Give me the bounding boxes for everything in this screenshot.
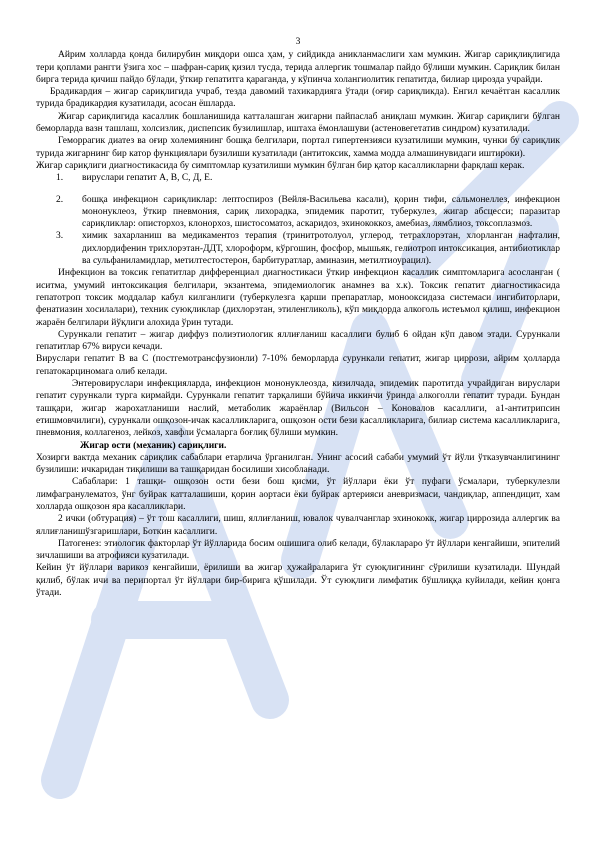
paragraph: Патогенез: этиологик факторлар ўт йўлларида босим ошишига олиб келади, бўлакларaро ўт йўллари кенгайиши, эпителий зичлашиши ва атрофияси кузатилади. [36, 538, 560, 562]
paragraph: Геморрагик диатез ва оғир холемиянинг бошқа белгилари, портал гипертензияси кузатилиши мумкин, чунки бу сариқлик турида жигарнинг бир катор функциялари бузилиши кузатилади (антитоксик, хамма модда алмашинувидаги иштироки). [36, 136, 560, 159]
list-item-number: 1. [56, 173, 64, 184]
paragraph: Жигар сариқлиги диагностикасида бу симптомлар кузатилиши мумкин бўлган бир қатор касалликларни фарқлаш керак. [36, 160, 525, 171]
paragraph: Энтеровируслари инфекцияларда, инфекцион мононуклеозда, кизилчада, эпидемик паротитда учрайдиган вируслари гепатит сурункали турга кирмайди. Сурункали гепатит тарқалиши бўйича иккинчи ўринда алкоголли гепатит туради. Бундан ташқари, жигар жарохатланиши наслий, метаболик жараёнлар (Вильсон – Коновалов касаллиги, а1-антитрипсин етишмовчилиги), сурункали ошқозон-ичак касалликларига, ошқозон ости бези касалликларига, билиар система касалликларига, пневмония, коллагеноз, лейкоз, хавфли ўсмаларга боғлиқ бўлиши мумкин. [36, 379, 560, 439]
paragraph: Кейин ўт йўллари варикоз кенгайиши, ёрилиши ва жигар ҳужайраларига ўт суюқлигининг сўрилиши кузатилади. Шундай қилиб, бўлак ичи ва перипортал ўт йўллари бир-бирига қўшилади. Ўт суюқлиги лимфатик бўшлиққа куйилади, кейин қонга ўтади. [36, 563, 560, 599]
paragraph: 2 ички (обтурация) – ўт тош касаллиги, шиш, яллиғланиш, ювалок чувалчанглар эхинококк, жигар циррозида аллергик ва яллиғланишўзгаришлари, Боткин касаллиги. [36, 514, 560, 537]
list-item-text: химик захарланиш ва медикаментоз терапия (тринитротолуол, углерод, тетрахлорэтан, хлорланган нафталин, дихлордифенин трихлорэтан-ДДТ, хлороформ, кўргошин, фосфор, мышьяк, гелиотроп интоксикация, антибиотиклар ва сульфаниламидлар, метилтестостерон, барбитуратлар, аминазин, метилтиоурацил). [82, 231, 560, 267]
paragraph: Сурункали гепатит – жигар диффуз полиэтиологик яллиғланиш касаллиги булиб 6 ойдан кўп давом этади. Сурункали гепатитлар 67% вируси кечади. [36, 329, 560, 353]
document-page [36, 36, 560, 599]
list-item [36, 194, 560, 231]
paragraph: Вируслари гепатит В ва С (постгемотрансфузионли) 7-10% беморларда сурункали гепатит, жигар циррози, айрим ҳолларда гепатокарциномага олиб келади. [36, 354, 560, 377]
list-item-number: 2. [56, 194, 64, 205]
paragraph: Сабаблари: 1 ташқи- ошқозон ости бези бош қисми, ўт йўллари ёки ўт пуфаги ўсмалари, туберкулезли лимфагранулематоз, ўнг буйрак катталашиши, қорин аортаси ёки буйрак артерияси аневризмаси, чандиқлар, аппендицит, хам холларда ошқозон яра касалликлари. [36, 477, 560, 512]
list-item [36, 172, 560, 184]
list-item-text: бошқа инфекцион сариқликлар: лептоспироз (Вейля-Васильева касали), қорин тифи, сальмонеллез, инфекцион мононуклеоз, ўткир пневмония, сариқ лихорадка, эпидемик паротит, туберкулез, жигар абсцесси; паразитар сариқликлар: описторхоз, клонорхоз, шистосоматоз, аскаридоз, эхинококкоз, амебиаз, лямблиоз, токсоплазмоз. [82, 194, 560, 230]
paragraph: Хозирги вактда механик сариқлик сабаблари етарлича ўрганилган. Унинг асосий сабаби умумий ўт йўли ўтказувчанлигининг бузилиши: ичкаридан тиқилиши ва ташқаридан босилиши хисобланади. [36, 452, 560, 476]
list-item [36, 230, 560, 267]
causes-list [36, 172, 560, 267]
paragraph: Айрим холларда қонда билирубин миқдори ошса ҳам, у сийдикда аникланмаслиги хам мумкин. Жигар сариқлиқлигида тери қоплами рангги ўзига хос – шафран-сариқ қизил тусда, терида аллергик тошмалар пайдо бўлиши мумкин. Сариқлик билан бирга терида қичиш пайдо бўлади, ўткир гепатитга қараганда, у кўпинча холангиолитик гепатитда, билиар цирозда учрайди. [36, 50, 560, 85]
list-item-text: вируслари гепатит А, В, С, Д, Е. [82, 173, 213, 184]
paragraph: Брадикардия – жигар сариқлигида учраб, тезда давомий тахикардияга ўтади (оғир сариқликда). Енгил кечаётган касаллик турида брадикардия кузатилади, асосан ёшларда. [36, 87, 560, 110]
paragraph: Инфекцион ва токсик гепатитлар дифференциал диагностикаси ўткир инфекцион касаллик симптомларига асосланган ( иситма, умумий интоксикация белгилари, экзантема, эпидемиологик анамнез ва х.к). Токсик гепатит диагностикасида гепатотроп токсик моддалар кабул килганлиги (туберкулезга қарши препаратлар, моноокcидаза системаси ингибиторлари, фенатиазин хосилалари), техник суюқликлар (дихлорэтан, этиленгликоль), кўп миқдорда алкоголь истеъмол қилиш, инфекцион жараён белгилари йўқлиги алохида ўрин тутади. [36, 268, 560, 328]
list-item-number: 3. [56, 231, 64, 242]
section-heading: Жигар ости (механик) сариқлиги. [80, 440, 227, 451]
page-number: 3 [295, 37, 301, 47]
paragraph: Жигар сариқлигида касаллик бошланишида катталашган жигарни пайпаслаб аниқлаш мумкин. Жигар сариқлиги бўлган беморларда вазн ташлаш, холсизлик, диспепсик бузилишлар, иштаха ёмонлашуви (астеновегетатив синдром) кузатилади. [36, 111, 560, 135]
